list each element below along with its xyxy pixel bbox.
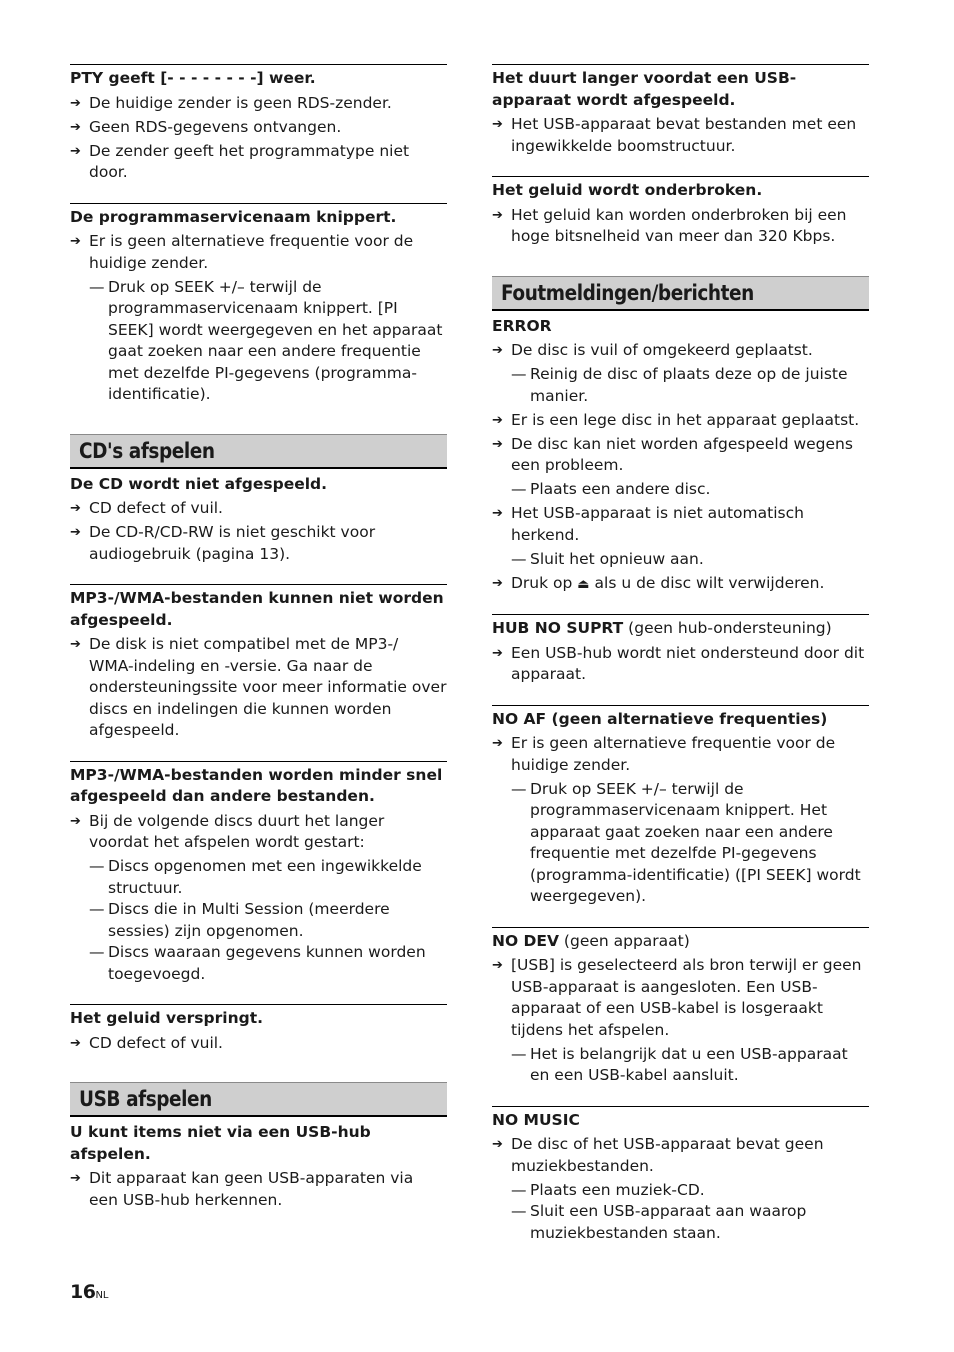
sub-item: — Het is belangrijk dat u een USB-apparaat en een USB-kabel aansluit. <box>511 1044 848 1084</box>
list-item: ➔ De huidige zender is geen RDS-zender. <box>70 93 447 115</box>
arrow-right-icon: ➔ <box>70 1171 81 1186</box>
language-suffix: NL <box>95 1290 109 1301</box>
block-usb-hub <box>70 1117 447 1211</box>
arrow-right-icon: ➔ <box>70 143 81 159</box>
arrow-right-icon: ➔ <box>492 958 503 973</box>
dash-icon: — <box>511 1202 527 1220</box>
block-hub-no-suprt <box>492 614 869 686</box>
list-item: ➔ De zender geeft het programmatype niet door. <box>70 141 410 181</box>
arrow-right-icon: ➔ <box>492 1137 503 1152</box>
arrow-right-icon: ➔ <box>492 506 503 521</box>
arrow-right-icon: ➔ <box>492 736 503 751</box>
sub-item: — Plaats een muziek-CD. <box>492 1180 869 1202</box>
block-mp3-slow <box>70 761 447 986</box>
sub-item: — Discs die in Multi Session (meerdere sessies) zijn opgenomen. <box>89 900 390 940</box>
list-item: ➔ De CD-R/CD-RW is niet geschikt voor audiogebruik (pagina 13). <box>70 523 376 563</box>
page-number: 16NL <box>70 1281 109 1303</box>
block-heading: Het duurt langer voordat een USB-apparaat wordt afgespeeld. <box>492 69 797 109</box>
right-column <box>492 64 869 1244</box>
list-item: ➔ [USB] is geselecteerd als bron terwijl er geen USB-apparaat is aangesloten. Een USB-apparaat of een USB-kabel is losgeraakt tijdens het afspelen. <box>492 956 862 1039</box>
arrow-right-icon: ➔ <box>492 575 503 591</box>
arrow-right-icon: ➔ <box>70 501 81 516</box>
list-item: ➔ Het geluid kan worden onderbroken bij een hoge bitsnelheid van meer dan 320 Kbps. <box>492 205 847 245</box>
sub-item: — Sluit het opnieuw aan. <box>492 549 869 571</box>
list-item: ➔ Druk op ⏏ als u de disc wilt verwijderen. <box>492 573 869 596</box>
block-no-dev <box>492 927 869 1087</box>
sub-item: — Plaats een andere disc. <box>492 479 869 501</box>
arrow-right-icon: ➔ <box>70 234 81 249</box>
list-item: ➔ Bij de volgende discs duurt het langer voordat het afspelen wordt gestart: <box>70 811 385 851</box>
block-skips <box>70 1004 447 1054</box>
block-heading: NO AF (geen alternatieve frequenties) <box>492 709 828 728</box>
section-usb <box>70 1082 447 1117</box>
block-heading: Het geluid verspringt. <box>70 1009 264 1027</box>
block-heading: NO DEV (geen apparaat) <box>492 931 690 950</box>
dash-icon: — <box>511 1180 527 1199</box>
arrow-right-icon: ➔ <box>70 525 81 540</box>
dash-icon: — <box>511 1044 527 1063</box>
dash-icon: — <box>89 857 105 875</box>
block-heading: Het geluid wordt onderbroken. <box>492 181 763 199</box>
block-sound-interrupted <box>492 176 869 248</box>
arrow-right-icon: ➔ <box>70 637 81 652</box>
block-heading: MP3-/WMA-bestanden kunnen niet worden afgespeeld. <box>70 589 444 629</box>
list-item: ➔ Er is geen alternatieve frequentie voor de huidige zender. <box>70 232 414 272</box>
sub-item: — Sluit een USB-apparaat aan waarop muziekbestanden staan. <box>511 1202 807 1242</box>
list-item: ➔ Het USB-apparaat bevat bestanden met een ingewikkelde boomstructuur. <box>492 115 857 155</box>
list-item: ➔ De disc is vuil of omgekeerd geplaatst. <box>492 340 869 362</box>
section-cd <box>70 434 447 469</box>
arrow-right-icon: ➔ <box>492 412 503 428</box>
block-cd-not-played <box>70 469 447 566</box>
block-heading: HUB NO SUPRT (geen hub-ondersteuning) <box>492 619 832 637</box>
block-pty <box>70 64 447 184</box>
list-item: ➔ Een USB-hub wordt niet ondersteund door dit apparaat. <box>492 643 865 683</box>
block-heading: U kunt items niet via een USB-hub afspelen. <box>70 1123 371 1163</box>
eject-icon: ⏏ <box>577 576 590 592</box>
arrow-right-icon: ➔ <box>492 207 503 223</box>
arrow-right-icon: ➔ <box>492 343 503 358</box>
sub-item: — Discs opgenomen met een ingewikkelde structuur. <box>89 857 422 897</box>
list-item: ➔ Dit apparaat kan geen USB-apparaten via een USB-hub herkennen. <box>70 1169 414 1209</box>
section-errors <box>492 276 869 311</box>
block-error <box>492 311 869 596</box>
arrow-right-icon: ➔ <box>492 117 503 132</box>
block-ps-name <box>70 203 447 406</box>
arrow-right-icon: ➔ <box>492 436 503 452</box>
section-title: Foutmeldingen/berichten <box>492 276 869 311</box>
block-no-music <box>492 1106 869 1245</box>
section-title: CD's afspelen <box>70 434 447 469</box>
dash-icon: — <box>511 779 527 798</box>
block-heading: NO MUSIC <box>492 1110 580 1129</box>
dash-icon: — <box>511 365 527 383</box>
list-item: ➔ Er is geen alternatieve frequentie voor de huidige zender. <box>492 734 836 774</box>
arrow-right-icon: ➔ <box>70 95 81 111</box>
list-item: ➔ De disc kan niet worden afgespeeld wegens een probleem. <box>492 434 853 474</box>
block-heading: De CD wordt niet afgespeeld. <box>70 474 328 493</box>
dash-icon: — <box>89 943 105 961</box>
list-item: ➔ Het USB-apparaat is niet automatisch herkend. <box>492 504 804 544</box>
dash-icon: — <box>89 277 105 296</box>
list-item: ➔ Er is een lege disc in het apparaat geplaatst. <box>492 410 869 432</box>
left-column <box>70 64 447 1214</box>
arrow-right-icon: ➔ <box>70 1035 81 1051</box>
sub-item: — Druk op SEEK +/– terwijl de programmaservicenaam knippert. Het apparaat gaat zoeken naar een andere frequentie met dezelfde PI-gegevens (programma-identificatie) ([PI SEEK] wordt weergegeven). <box>511 779 861 905</box>
list-item: ➔ CD defect of vuil. <box>70 1033 447 1055</box>
block-heading: ERROR <box>492 316 552 335</box>
list-item: ➔ De disc of het USB-apparaat bevat geen muziekbestanden. <box>492 1135 824 1175</box>
block-heading: MP3-/WMA-bestanden worden minder snel afgespeeld dan andere bestanden. <box>70 765 443 805</box>
section-title: USB afspelen <box>70 1082 447 1117</box>
block-usb-slow <box>492 64 869 157</box>
sub-item: — Discs waaraan gegevens kunnen worden toegevoegd. <box>89 943 426 983</box>
dash-icon: — <box>511 480 527 498</box>
list-item: ➔ Geen RDS-gegevens ontvangen. <box>70 117 447 139</box>
block-heading: De programmaservicenaam knippert. <box>70 207 397 226</box>
dash-icon: — <box>89 900 105 918</box>
sub-item: — Reinig de disc of plaats deze op de juiste manier. <box>511 365 848 405</box>
sub-item: — Druk op SEEK +/– terwijl de programmaservicenaam knippert. [PI SEEK] wordt weergegeven en het apparaat gaat zoeken naar een andere frequentie met dezelfde PI-gegevens (programma-identificatie). <box>89 277 443 403</box>
list-item: ➔ CD defect of vuil. <box>70 498 447 520</box>
dash-icon: — <box>511 549 527 568</box>
block-no-af <box>492 705 869 908</box>
block-mp3-not-played <box>70 584 447 742</box>
arrow-right-icon: ➔ <box>70 119 81 135</box>
arrow-right-icon: ➔ <box>70 813 81 829</box>
block-heading: PTY geeft [- - - - - - - -] weer. <box>70 69 316 87</box>
list-item: ➔ De disk is niet compatibel met de MP3-/ WMA-indeling en -versie. Ga naar de ondersteuningssite voor meer informatie over discs en indelingen die kunnen worden afgespeeld. <box>70 635 447 739</box>
arrow-right-icon: ➔ <box>492 645 503 661</box>
